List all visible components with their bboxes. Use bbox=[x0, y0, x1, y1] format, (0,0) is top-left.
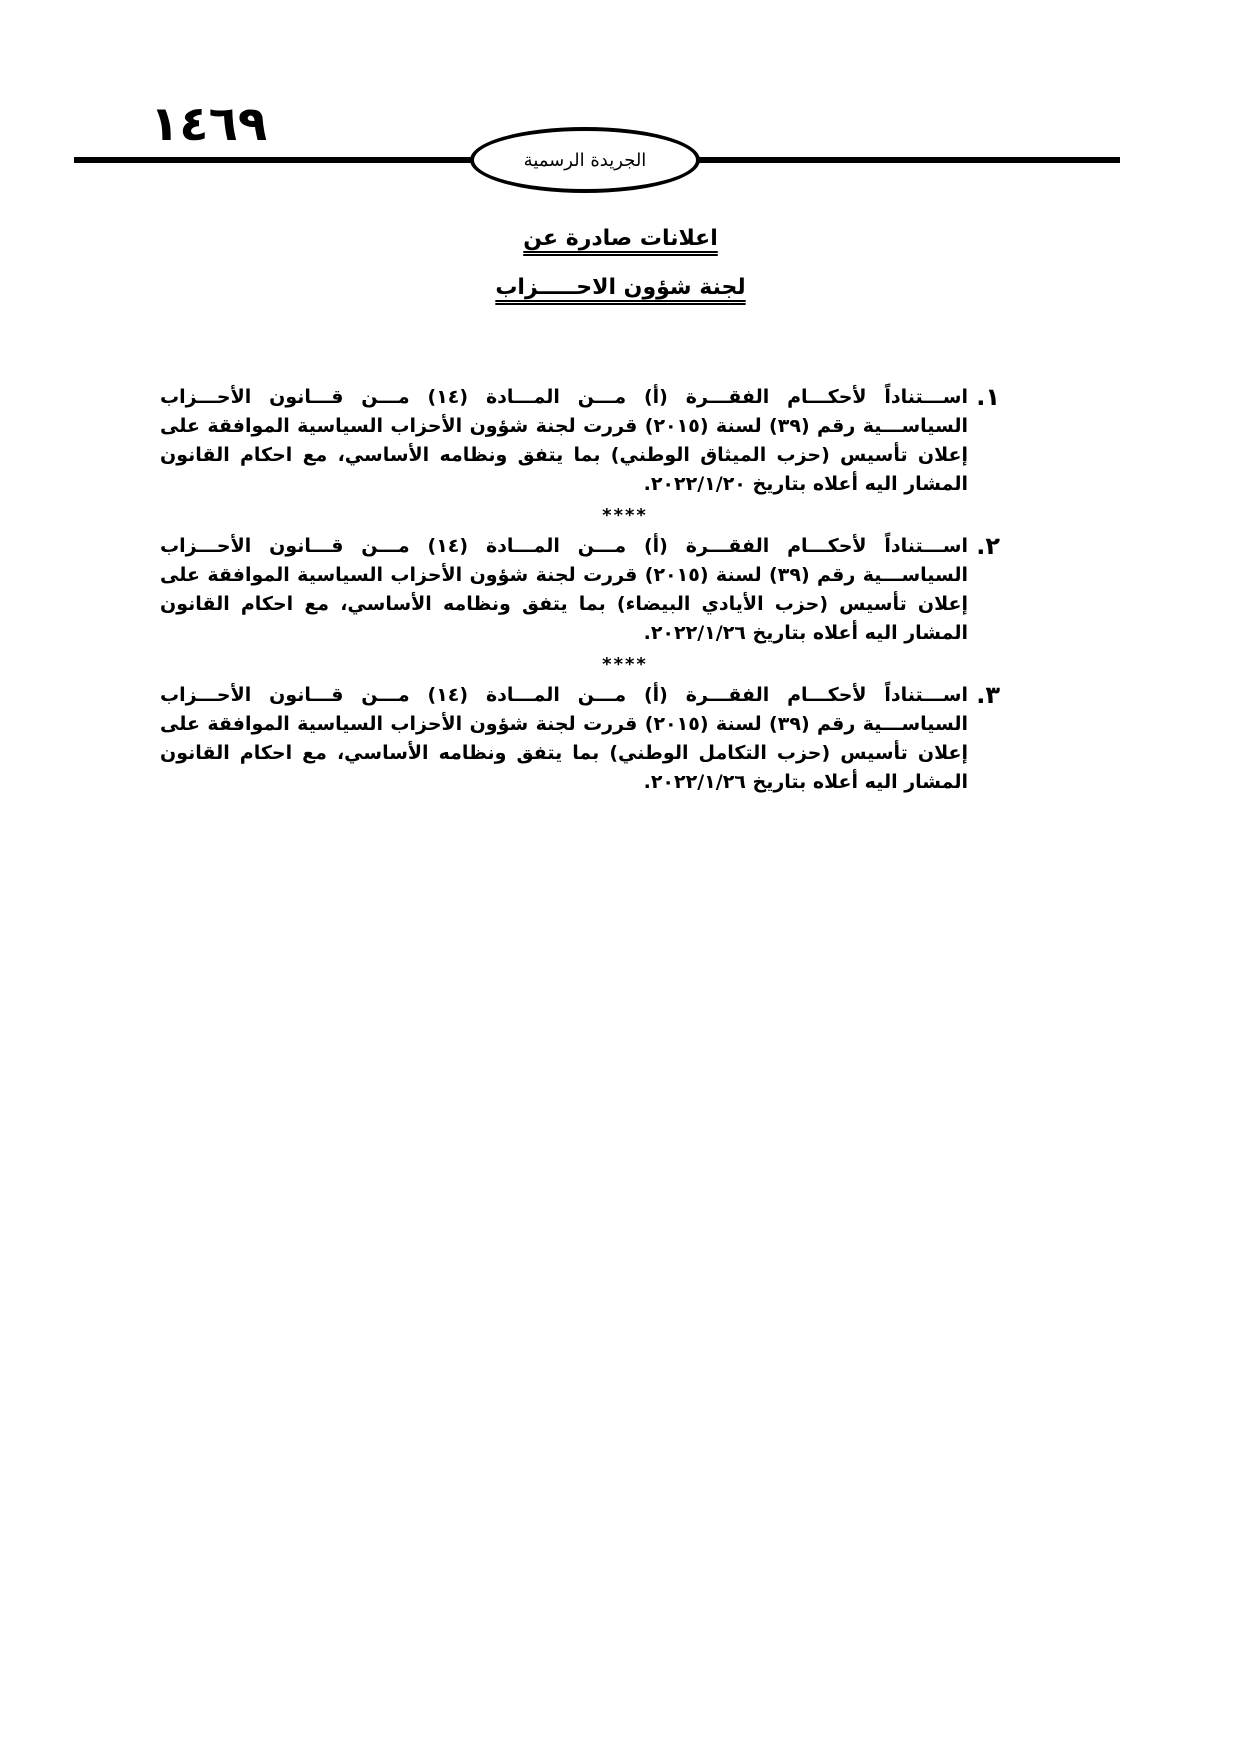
announcement-text: اســـتناداً لأحكـــام الفقـــرة (أ) مـــن المـــادة (١٤) مـــن قـــانون الأحـــزاب السياســـية رقم (٣٩) لسنة (٢٠١٥) قررت لجنة شؤون الأحزاب السياسية الموافقة على إعلان تأسيس (حزب التكامل الوطني) بما يتفق ونظامه الأساسي، مع احكام القانون المشار اليه أعلاه بتاريخ ٢٠٢٢/١/٢٦. bbox=[160, 684, 969, 793]
announcement-text: اســـتناداً لأحكـــام الفقـــرة (أ) مـــن المـــادة (١٤) مـــن قـــانون الأحـــزاب السياســـية رقم (٣٩) لسنة (٢٠١٥) قررت لجنة شؤون الأحزاب السياسية الموافقة على إعلان تأسيس (حزب الميثاق الوطني) بما يتفق ونظامه الأساسي، مع احكام القانون المشار اليه أعلاه بتاريخ ٢٠٢٢/١/٢٠. bbox=[160, 386, 969, 495]
masthead-oval bbox=[470, 127, 700, 193]
announcement-number: ٣. bbox=[976, 681, 1000, 709]
announcement-3 bbox=[160, 681, 1000, 797]
announcement-number: ١. bbox=[976, 383, 1000, 411]
masthead-title: الجريدة الرسمية bbox=[523, 149, 647, 171]
heading-line-1-text: اعلانات صادرة عن bbox=[523, 226, 718, 251]
announcements-body bbox=[160, 383, 1000, 797]
announcement-1 bbox=[160, 383, 1000, 499]
page-number: ١٤٦٩ bbox=[150, 96, 268, 152]
heading-line-1 bbox=[0, 226, 1241, 251]
separator: **** bbox=[602, 505, 648, 526]
announcement-2 bbox=[160, 532, 1000, 648]
separator: **** bbox=[602, 654, 648, 675]
heading-line-2-text: لجنة شؤون الاحـــــزاب bbox=[495, 275, 746, 300]
announcement-number: ٢. bbox=[976, 532, 1000, 560]
announcement-text: اســـتناداً لأحكـــام الفقـــرة (أ) مـــن المـــادة (١٤) مـــن قـــانون الأحـــزاب السياســـية رقم (٣٩) لسنة (٢٠١٥) قررت لجنة شؤون الأحزاب السياسية الموافقة على إعلان تأسيس (حزب الأيادي البيضاء) بما يتفق ونظامه الأساسي، مع احكام القانون المشار اليه أعلاه بتاريخ ٢٠٢٢/١/٢٦. bbox=[160, 535, 969, 644]
heading-line-2 bbox=[0, 275, 1241, 300]
